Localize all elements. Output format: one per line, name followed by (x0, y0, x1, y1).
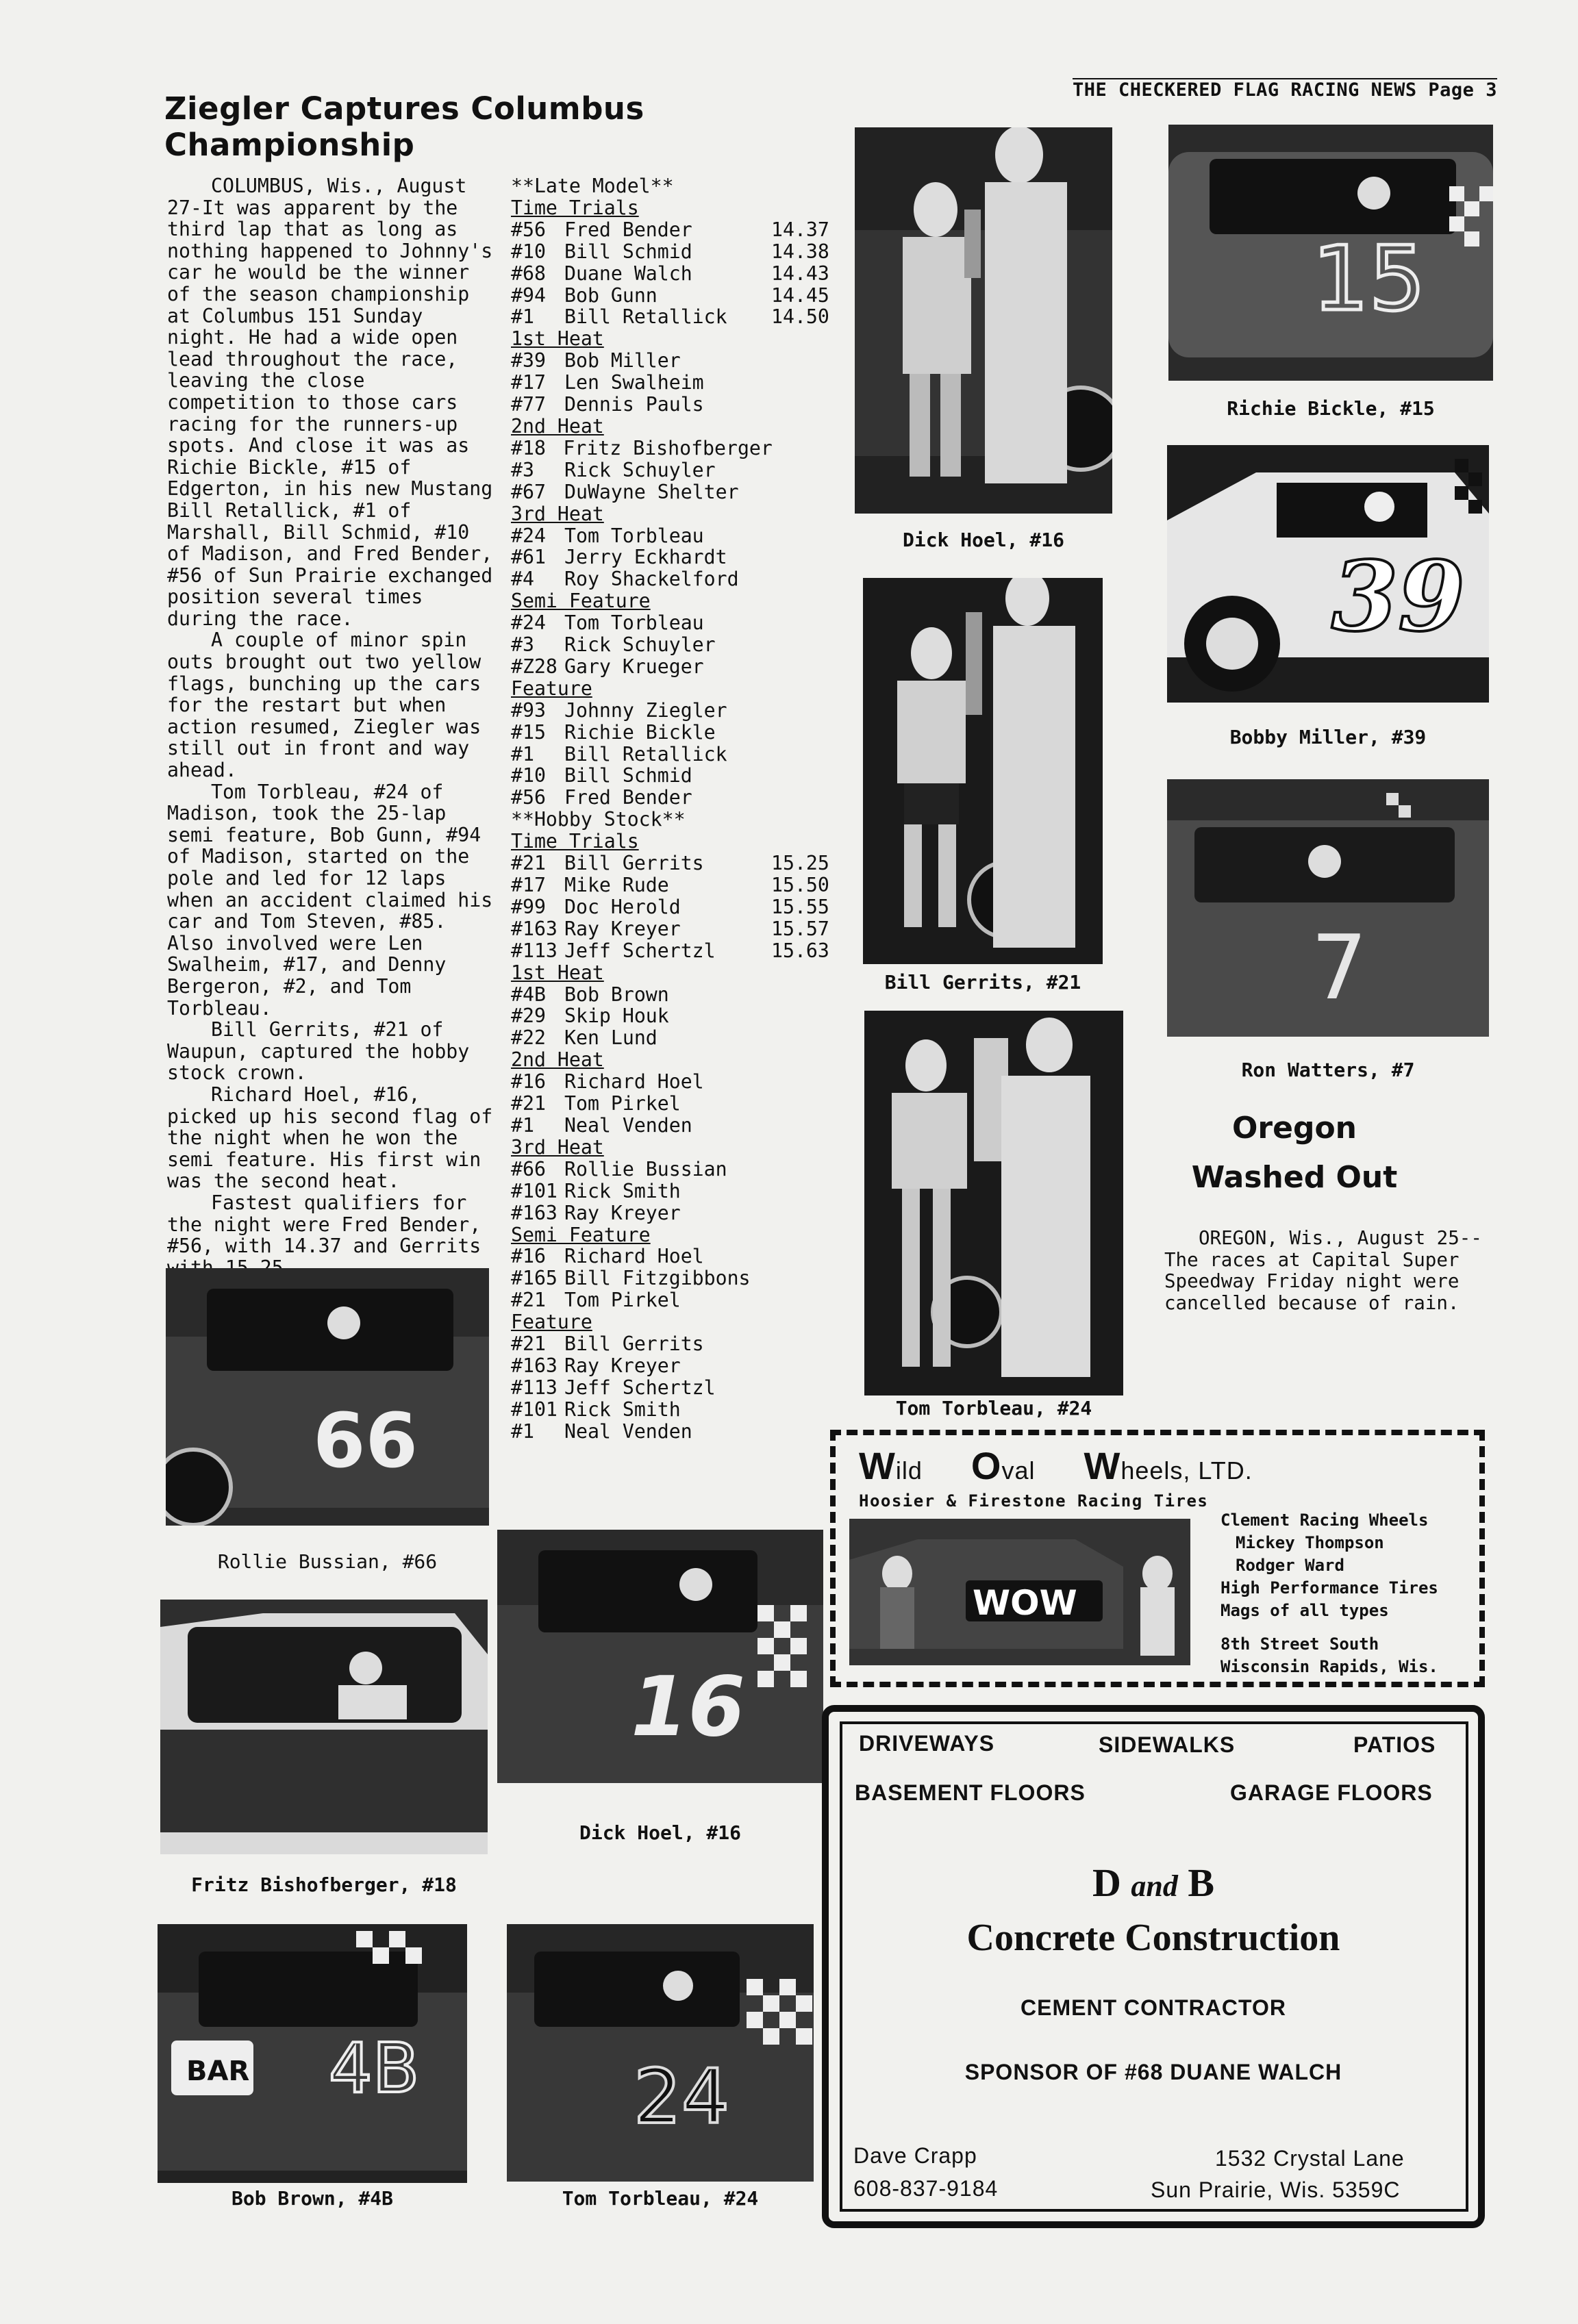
service-item: BASEMENT FLOORS (855, 1780, 1086, 1805)
article-paragraph: A couple of minor spin outs brought out two yellow flags, bunching up the cars for the restart but when action resumed, Ziegler was still out in front and way ahead. (167, 629, 481, 782)
results-row (511, 1071, 833, 1093)
car-number: #56 (511, 218, 546, 241)
lap-time (771, 1027, 833, 1049)
results-row (511, 1355, 833, 1377)
results-row (511, 1180, 833, 1202)
results-row (511, 918, 833, 940)
results-row (511, 438, 833, 459)
results-row (511, 1202, 833, 1224)
lap-time (771, 984, 833, 1006)
driver-name: Duane Walch (564, 262, 692, 285)
results-row (511, 263, 833, 285)
lap-time (771, 722, 833, 744)
results-heading: Time Trials (511, 196, 639, 219)
lap-time (771, 525, 833, 547)
lap-time: 15.50 (771, 874, 829, 896)
driver-name: Johnny Ziegler (564, 698, 727, 722)
driver-name: Doc Herold (564, 895, 681, 918)
car-number: #16 (511, 1245, 546, 1268)
lap-time (771, 1093, 833, 1115)
results-row (511, 984, 833, 1006)
ad-tires-line: Hoosier & Firestone Racing Tires (859, 1491, 1209, 1511)
results-row (511, 481, 833, 503)
trophy-photo (864, 1011, 1123, 1395)
car-number: #4B (511, 983, 546, 1006)
car-number: #10 (511, 240, 546, 263)
lap-time: 14.45 (771, 283, 829, 307)
ad-list-item: Clement Racing Wheels (1220, 1511, 1429, 1530)
car-number: #21 (511, 852, 546, 875)
results-heading: Feature (511, 677, 592, 700)
driver-name: Jeff Schertzl (564, 1376, 716, 1399)
article-body (167, 175, 493, 1278)
driver-name: Rick Smith (564, 1179, 681, 1202)
results-row (511, 1027, 833, 1049)
results-row (511, 656, 833, 678)
driver-name: Tom Torbleau (564, 524, 704, 547)
car-number: 15 (1312, 227, 1426, 331)
results-row (511, 350, 833, 372)
results-heading: 1st Heat (511, 961, 604, 984)
ad-phone: 608-837-9184 (853, 2176, 999, 2201)
driver-name: Tom Pirkel (564, 1092, 681, 1115)
ad-contact-name: Dave Crapp (853, 2143, 977, 2168)
driver-name: Gary Krueger (564, 655, 704, 678)
results-row (511, 874, 833, 896)
results-row (511, 219, 833, 241)
driver-name: Rick Schuyler (564, 633, 716, 657)
lap-time (771, 546, 833, 568)
results-column (511, 175, 833, 1443)
driver-name: Richie Bickle (564, 720, 716, 744)
car-number: #24 (511, 524, 546, 547)
lap-time: 15.55 (771, 895, 829, 918)
lap-time (771, 765, 833, 787)
results-row (511, 285, 833, 307)
results-row (511, 634, 833, 656)
results-row (511, 722, 833, 744)
article-paragraph: COLUMBUS, Wis., August 27-It was apparent by the third lap that as long as nothing happened to Johnny's car he would be the winner of the season championship at Columbus 151 Sunday night. He had a wide open lead throughout the race, leaving the close competition to those cars racing for the runners-up spots. And close it was as Richie Bickle, #15 of Edgerton, in his new Mustang Bill Retallick, #1 of Marshall, Bill Schmid, #10 of Madison, and Fred Bender, #56 of Sun Prairie exchanged position several times during the race. (167, 175, 493, 630)
car-number: #77 (511, 393, 546, 416)
lap-time (771, 1267, 833, 1289)
driver-name: Bill Gerrits (564, 1332, 704, 1356)
lap-time (771, 1246, 833, 1267)
lap-time (771, 744, 833, 766)
results-row (511, 1289, 833, 1311)
car-number: #21 (511, 1332, 546, 1356)
car-number: #1 (511, 305, 534, 329)
lap-time: 15.57 (771, 917, 829, 940)
car-number: #1 (511, 1113, 534, 1137)
headline: Ziegler Captures Columbus Championship (164, 90, 644, 163)
ad-list-spacer (1220, 1622, 1438, 1633)
car-number: #1 (511, 1419, 534, 1443)
ad-sponsor-line: SPONSOR OF #68 DUANE WALCH (964, 2060, 1342, 2084)
photo-caption: Dick Hoel, #16 (579, 1821, 741, 1844)
article-paragraph: Fastest qualifiers for the night were Fred Bender, #56, with 14.37 and Gerrits (167, 1191, 481, 1258)
lap-time (771, 1421, 833, 1443)
car-number: #67 (511, 480, 546, 503)
lap-time (771, 1115, 833, 1137)
ad-list-item: High Performance Tires (1220, 1578, 1438, 1597)
results-row (511, 852, 833, 874)
ad-list-item: Mickey Thompson (1236, 1533, 1384, 1552)
results-row (511, 1093, 833, 1115)
results-row (511, 612, 833, 634)
results-heading: 1st Heat (511, 327, 604, 351)
results-division-title: **Late Model** (511, 175, 674, 197)
results-heading: 3rd Heat (511, 502, 604, 525)
lap-time (771, 1333, 833, 1355)
driver-name: Bill Fitzgibbons (564, 1267, 751, 1290)
car-number: 39 (1331, 541, 1465, 653)
ad-address-line-2: Sun Prairie, Wis. 5359C (1151, 2177, 1401, 2202)
results-heading: 2nd Heat (511, 414, 604, 438)
car-number: 24 (634, 2053, 729, 2140)
results-division-title: **Hobby Stock** (511, 808, 686, 831)
car-number: #21 (511, 1289, 546, 1312)
car-number: #29 (511, 1005, 546, 1028)
driver-name: Jeff Schertzl (564, 939, 716, 962)
driver-name: Richard Hoel (564, 1245, 704, 1268)
photo-caption: Rollie Bussian, #66 (217, 1550, 438, 1573)
driver-name: Skip Houk (564, 1005, 669, 1028)
car-number: #3 (511, 458, 534, 481)
results-row (511, 940, 833, 962)
photo-caption: Dick Hoel, #16 (902, 529, 1064, 551)
car-number: #10 (511, 764, 546, 787)
ad-photo (849, 1519, 1190, 1665)
car-number: #101 (511, 1179, 558, 1202)
lap-time (771, 787, 833, 809)
car-number: 7 (1311, 915, 1368, 1020)
car-number: #68 (511, 262, 546, 285)
results-row (511, 1159, 833, 1180)
driver-name: Bill Schmid (564, 764, 692, 787)
results-heading: Feature (511, 1311, 592, 1334)
results-row (511, 1267, 833, 1289)
driver-name: Ken Lund (564, 1026, 658, 1050)
lap-time (771, 634, 833, 656)
results-row (511, 1246, 833, 1267)
results-row (511, 1421, 833, 1443)
results-row (511, 459, 833, 481)
lap-time: 15.25 (771, 852, 829, 875)
driver-name: Jerry Eckhardt (564, 546, 727, 569)
car-number: #3 (511, 633, 534, 657)
driver-name: Len Swalheim (564, 371, 704, 394)
lap-time (771, 1289, 833, 1311)
driver-name: Rick Smith (564, 1398, 681, 1421)
driver-name: Bill Schmid (564, 240, 692, 263)
ad-list-item: Rodger Ward (1236, 1556, 1344, 1575)
running-head: THE CHECKERED FLAG RACING NEWS Page 3 (1073, 79, 1497, 101)
service-item: GARAGE FLOORS (1230, 1780, 1433, 1805)
photo-caption: Tom Torbleau, #24 (895, 1397, 1092, 1419)
driver-name: Rollie Bussian (564, 1157, 727, 1180)
photo-caption: Bob Brown, #4B (231, 2187, 393, 2210)
results-row (511, 241, 833, 263)
ad-company-initials: D and B (1092, 1860, 1215, 1905)
article-paragraph: Tom Torbleau, #24 of Madison, took the 25-lap semi feature, Bob Gunn, #94 of Madison, started on the pole and led for 12 laps when an accident claimed his car and Tom Steven, #85. Also involved were Len Swalheim, #17, and Denny Bergeron, #2, and Tom Torbleau. (167, 780, 493, 1020)
ad-tagline: CEMENT CONTRACTOR (1020, 1995, 1286, 2020)
car-number: #24 (511, 611, 546, 635)
car-photo (1167, 779, 1489, 1037)
results-heading: Semi Feature (511, 1223, 651, 1246)
lap-time (771, 1399, 833, 1421)
car-number: #22 (511, 1026, 546, 1050)
ad-list-item: Mags of all types (1220, 1601, 1389, 1620)
ad-address-line-1: 1532 Crystal Lane (1215, 2146, 1405, 2171)
driver-name: Ray Kreyer (564, 1201, 681, 1224)
car-number: #163 (511, 917, 558, 940)
driver-name: Rick Schuyler (564, 458, 716, 481)
results-row (511, 700, 833, 722)
trophy-photo (863, 578, 1103, 964)
driver-name: Bill Retallick (564, 742, 727, 766)
lap-time (771, 350, 833, 372)
driver-name: Tom Pirkel (564, 1289, 681, 1312)
car-number: #17 (511, 371, 546, 394)
oregon-headline-1: Oregon (1232, 1111, 1357, 1146)
car-number: #21 (511, 1092, 546, 1115)
car-number: #61 (511, 546, 546, 569)
results-row (511, 765, 833, 787)
lap-time (771, 1180, 833, 1202)
lap-time (771, 394, 833, 416)
driver-name: Fred Bender (564, 786, 692, 809)
car-number: #99 (511, 895, 546, 918)
car-number: #18 (511, 436, 546, 459)
lap-time (771, 1005, 833, 1027)
results-row (511, 1377, 833, 1399)
car-number: #113 (511, 1376, 558, 1399)
results-row (511, 306, 833, 328)
driver-name: Richard Hoel (564, 1070, 704, 1094)
lap-time (771, 1071, 833, 1093)
car-number: #1 (511, 742, 534, 766)
ad-title: Wild Oval Wheels, LTD. (859, 1444, 1253, 1487)
results-row (511, 1333, 833, 1355)
lap-time: 14.37 (771, 218, 829, 241)
ad-company-name: Concrete Construction (966, 1917, 1340, 1959)
lap-time (771, 1377, 833, 1399)
lap-time: 15.63 (771, 939, 829, 962)
results-row (511, 546, 833, 568)
car-number: #165 (511, 1267, 558, 1290)
ad-list-item: Wisconsin Rapids, Wis. (1220, 1657, 1438, 1676)
car-photo (158, 1924, 467, 2183)
driver-name: Bob Gunn (564, 283, 658, 307)
service-item: PATIOS (1353, 1732, 1436, 1757)
car-number: #93 (511, 698, 546, 722)
photo-caption: Richie Bickle, #15 (1227, 397, 1435, 420)
car-photo (1167, 445, 1489, 703)
car-number: #4 (511, 568, 534, 591)
ad-list-item: 8th Street South (1220, 1634, 1379, 1654)
car-number: #Z28 (511, 655, 558, 678)
lap-time (771, 612, 833, 634)
ad-photo-logo: WOW (973, 1583, 1077, 1623)
car-number: #94 (511, 283, 546, 307)
results-heading: Semi Feature (511, 590, 651, 613)
driver-name: Fred Bender (564, 218, 692, 241)
lap-time (771, 568, 833, 590)
results-row (511, 568, 833, 590)
photo-caption: Bill Gerrits, #21 (884, 971, 1081, 994)
lap-time (771, 459, 833, 481)
lap-time (771, 700, 833, 722)
oregon-headline-2: Washed Out (1191, 1160, 1398, 1195)
car-number: #66 (511, 1157, 546, 1180)
lap-time: 14.43 (771, 262, 829, 285)
lap-time: 14.50 (771, 305, 829, 329)
driver-name: Ray Kreyer (564, 917, 681, 940)
car-number: #113 (511, 939, 558, 962)
lap-time (771, 656, 833, 678)
car-number: #16 (511, 1070, 546, 1094)
service-item: SIDEWALKS (1099, 1732, 1236, 1757)
service-item: DRIVEWAYS (859, 1731, 995, 1756)
ad-product-list (1220, 1509, 1438, 1678)
car-photo (507, 1924, 814, 2182)
oregon-body (1164, 1228, 1500, 1314)
driver-name: Bob Brown (564, 983, 669, 1006)
driver-name: Mike Rude (564, 874, 669, 896)
driver-name: Neal Venden (564, 1113, 692, 1137)
oregon-paragraph: OREGON, Wis., August 25--The races at Capital Super Speedway Friday night were cancelled because of rain. (1164, 1227, 1482, 1314)
photo-caption: Bobby Miller, #39 (1229, 726, 1427, 748)
results-row (511, 1115, 833, 1137)
car-number: 66 (313, 1397, 418, 1485)
car-number: 16 (631, 1660, 745, 1755)
door-text: BAR (186, 2056, 250, 2087)
results-row (511, 525, 833, 547)
car-photo (160, 1600, 488, 1854)
car-photo (1168, 125, 1493, 381)
trophy-photo (855, 127, 1112, 514)
car-number: #15 (511, 720, 546, 744)
car-photo (166, 1268, 489, 1526)
lap-time (771, 1355, 833, 1377)
driver-name: Roy Shackelford (564, 568, 739, 591)
car-number: #39 (511, 349, 546, 372)
driver-name: Neal Venden (564, 1419, 692, 1443)
lap-time: 14.38 (771, 240, 829, 263)
car-number: 4B (329, 2028, 420, 2108)
lap-time (771, 1159, 833, 1180)
photo-caption: Tom Torbleau, #24 (562, 2187, 759, 2210)
driver-name: Ray Kreyer (564, 1354, 681, 1377)
driver-name: Fritz Bishofberger (563, 436, 773, 459)
results-row (511, 1005, 833, 1027)
driver-name: Dennis Pauls (564, 393, 704, 416)
results-heading: 3rd Heat (511, 1135, 604, 1159)
article-paragraph: Bill Gerrits, #21 of Waupun, captured the hobby stock crown. (167, 1018, 470, 1085)
photo-caption: Ron Watters, #7 (1241, 1059, 1415, 1081)
results-row (511, 744, 833, 766)
results-row (511, 1399, 833, 1421)
lap-time (771, 1202, 833, 1224)
lap-time (771, 481, 833, 503)
driver-name: Tom Torbleau (564, 611, 704, 635)
photo-caption: Fritz Bishofberger, #18 (191, 1873, 457, 1896)
driver-name: Bob Miller (564, 349, 681, 372)
results-row (511, 372, 833, 394)
car-number: #101 (511, 1398, 558, 1421)
car-number: #163 (511, 1201, 558, 1224)
results-heading: Time Trials (511, 830, 639, 853)
lap-time (771, 372, 833, 394)
results-heading: 2nd Heat (511, 1048, 604, 1072)
car-photo (497, 1530, 823, 1783)
driver-name: DuWayne Shelter (564, 480, 739, 503)
results-row (511, 787, 833, 809)
driver-name: Bill Gerrits (564, 852, 704, 875)
results-row (511, 896, 833, 918)
car-number: #56 (511, 786, 546, 809)
driver-name: Bill Retallick (564, 305, 727, 329)
car-number: #163 (511, 1354, 558, 1377)
article-paragraph: Richard Hoel, #16, picked up his second flag of the night when he won the semi feature. His first win was the second heat. (167, 1083, 493, 1193)
results-row (511, 394, 833, 416)
car-number: #17 (511, 874, 546, 896)
lap-time (773, 438, 833, 459)
